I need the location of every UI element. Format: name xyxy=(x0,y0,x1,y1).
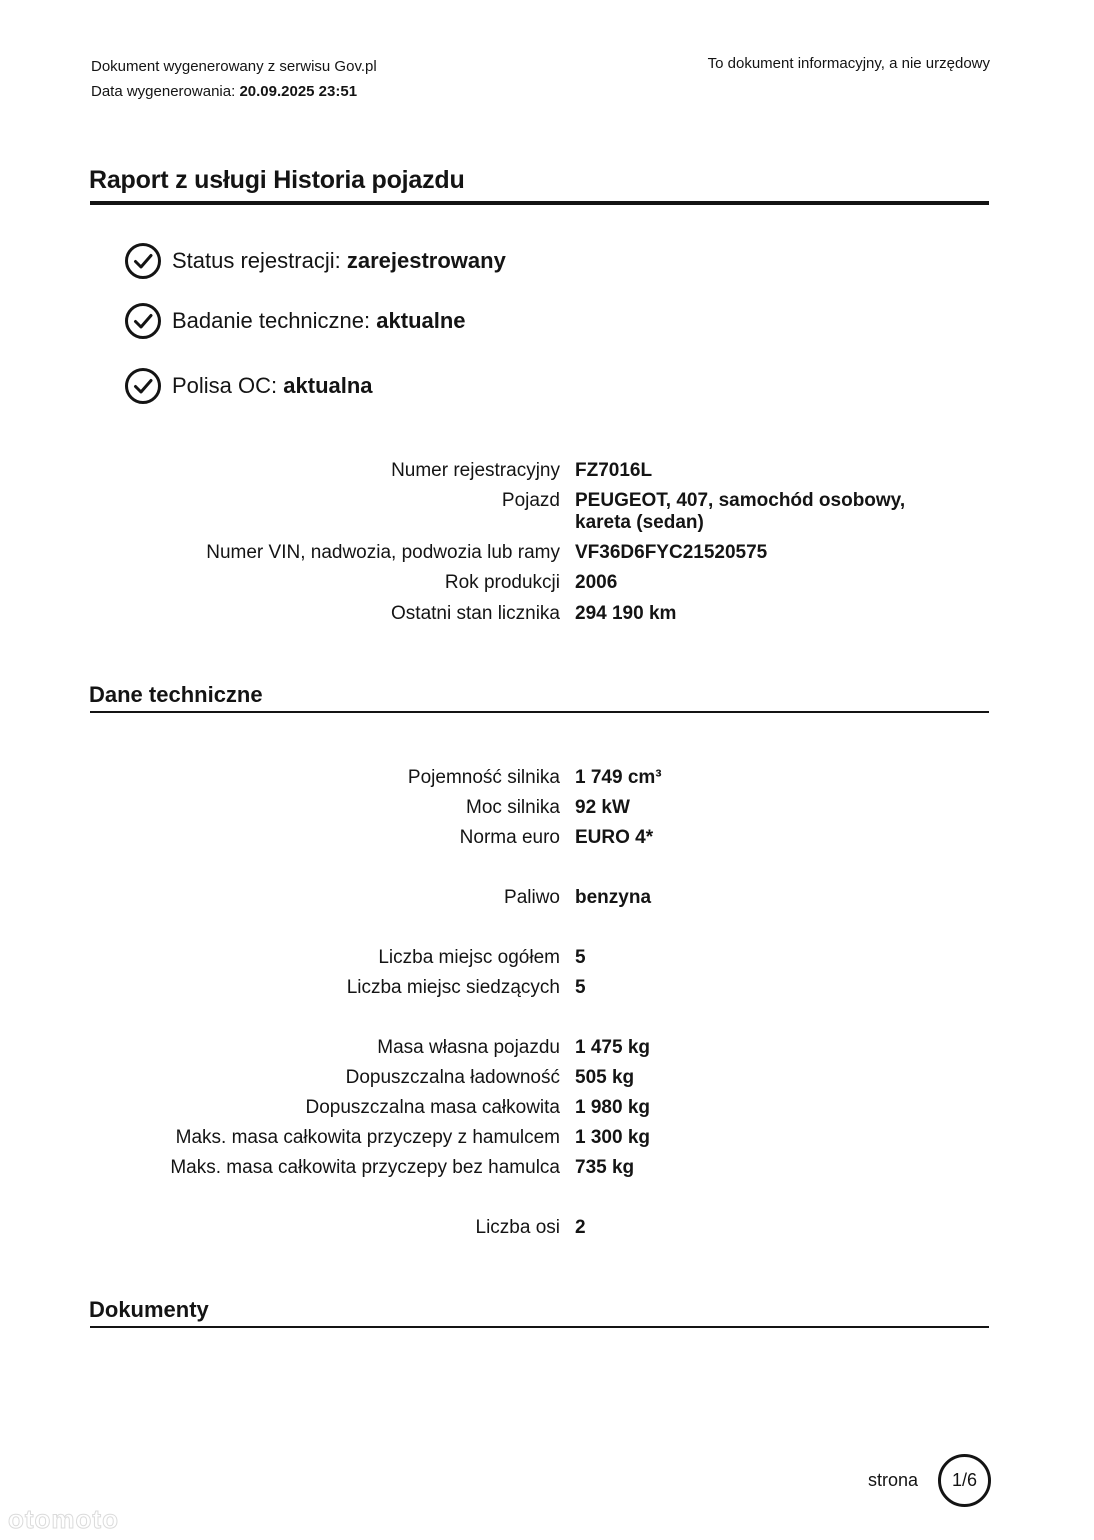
status-label: Polisa OC: xyxy=(172,373,278,398)
status-label: Badanie techniczne: xyxy=(172,308,371,333)
page-number-badge xyxy=(938,1454,991,1507)
section-heading-documents: Dokumenty xyxy=(89,1297,209,1322)
field-label: Paliwo xyxy=(504,887,560,908)
field-value: 5 xyxy=(575,977,586,998)
status-insurance xyxy=(124,367,373,405)
section-divider xyxy=(90,711,989,713)
status-value: zarejestrowany xyxy=(346,248,506,273)
source-line: Dokument wygenerowany z serwisu Gov.pl xyxy=(91,58,377,75)
field-value: FZ7016L xyxy=(575,460,653,481)
field-value: 1 749 cm³ xyxy=(575,767,662,788)
field-label: Moc silnika xyxy=(466,797,560,818)
check-circle-icon xyxy=(124,302,162,340)
field-value: benzyna xyxy=(575,887,652,908)
field-label: Rok produkcji xyxy=(444,572,560,593)
field-label: Norma euro xyxy=(459,827,560,848)
report-title: Raport z usługi Historia pojazdu xyxy=(89,166,465,194)
field-label: Liczba miejsc siedzących xyxy=(346,977,560,998)
document-header-left xyxy=(91,54,377,104)
status-label: Status rejestracji: xyxy=(172,248,341,273)
field-value: PEUGEOT, 407, samochód osobowy, kareta (sedan) xyxy=(575,490,906,533)
check-circle-icon xyxy=(124,242,162,280)
field-value: EURO 4* xyxy=(575,827,654,848)
field-label: Pojazd xyxy=(501,490,560,511)
generation-date-value: 20.09.2025 23:51 xyxy=(239,83,358,100)
field-value: 92 kW xyxy=(575,797,630,818)
field-value: 1 475 kg xyxy=(575,1037,650,1058)
field-label: Pojemność silnika xyxy=(407,767,560,788)
field-value: VF36D6FYC21520575 xyxy=(575,542,768,563)
status-value: aktualna xyxy=(283,373,373,398)
field-value: 1 300 kg xyxy=(575,1127,650,1148)
field-label: Maks. masa całkowita przyczepy z hamulcem xyxy=(175,1127,560,1148)
field-label: Dopuszczalna masa całkowita xyxy=(305,1097,560,1118)
status-registration xyxy=(124,242,506,280)
field-label: Liczba miejsc ogółem xyxy=(378,947,560,968)
watermark: otomoto xyxy=(8,1504,119,1534)
field-label: Numer VIN, nadwozia, podwozia lub ramy xyxy=(206,542,560,563)
field-label: Ostatni stan licznika xyxy=(391,603,560,624)
field-value: 735 kg xyxy=(575,1157,635,1178)
status-inspection xyxy=(124,302,466,340)
field-label: Numer rejestracyjny xyxy=(391,460,560,481)
field-value: 1 980 kg xyxy=(575,1097,650,1118)
section-heading-technical: Dane techniczne xyxy=(89,682,263,707)
title-divider xyxy=(90,201,989,205)
section-divider xyxy=(90,1326,989,1328)
field-label: Masa własna pojazdu xyxy=(377,1037,560,1058)
field-value: 294 190 km xyxy=(575,603,677,624)
field-label: Liczba osi xyxy=(475,1217,560,1238)
field-value: 2 xyxy=(575,1217,586,1238)
field-label: Maks. masa całkowita przyczepy bez hamulca xyxy=(170,1157,560,1178)
disclaimer: To dokument informacyjny, a nie urzędowy xyxy=(707,55,990,72)
generation-date-line xyxy=(91,79,377,104)
field-value: 2006 xyxy=(575,572,618,593)
field-value: 5 xyxy=(575,947,586,968)
page-number: 1/6 xyxy=(951,1470,978,1490)
field-label: Dopuszczalna ładowność xyxy=(345,1067,560,1088)
check-circle-icon xyxy=(124,367,162,405)
field-value: 505 kg xyxy=(575,1067,635,1088)
page-label: strona xyxy=(868,1470,919,1490)
status-value: aktualne xyxy=(376,308,466,333)
generation-date-label: Data wygenerowania: xyxy=(91,83,236,100)
